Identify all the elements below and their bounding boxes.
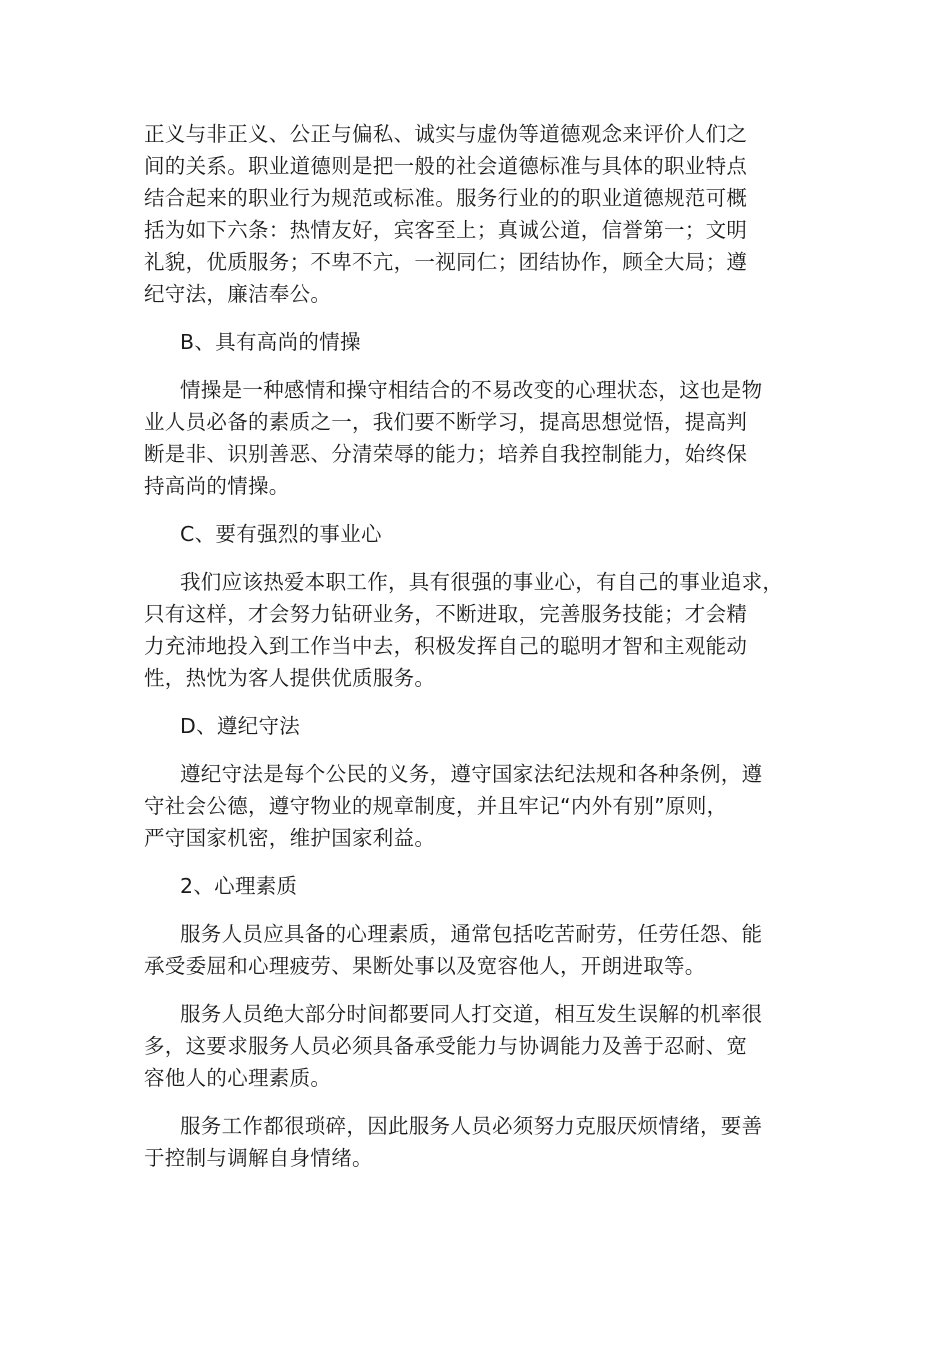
text-line: 多，这要求服务人员必须具备承受能力与协调能力及善于忍耐、宽 (144, 1034, 748, 1058)
body-paragraph (144, 118, 784, 310)
text-line: 服务人员绝大部分时间都要同人打交道，相互发生误解的机率很 (180, 1002, 763, 1026)
text-line: 正义与非正义、公正与偏私、诚实与虚伪等道德观念来评价人们之 (144, 122, 748, 146)
text-line: 情操是一种感情和操守相结合的不易改变的心理状态，这也是物 (180, 378, 763, 402)
section-heading (144, 326, 784, 358)
text-line: 性，热忱为客人提供优质服务。 (144, 666, 436, 690)
body-paragraph (144, 758, 784, 854)
text-line: 我们应该热爱本职工作，具有很强的事业心，有自己的事业追求， (180, 570, 784, 594)
document-page (144, 118, 784, 1190)
heading-text: D、遵纪守法 (180, 714, 301, 738)
text-line: 服务工作都很琐碎，因此服务人员必须努力克服厌烦情绪，要善 (180, 1114, 763, 1138)
text-line: 礼貌，优质服务；不卑不亢，一视同仁；团结协作，顾全大局；遵 (144, 250, 748, 274)
heading-text: 2、心理素质 (180, 874, 298, 898)
text-line: 间的关系。职业道德则是把一般的社会道德标准与具体的职业特点 (144, 154, 748, 178)
text-line: 括为如下六条：热情友好，宾客至上；真诚公道，信誉第一；文明 (144, 218, 748, 242)
text-line: 力充沛地投入到工作当中去，积极发挥自己的聪明才智和主观能动 (144, 634, 748, 658)
body-paragraph (144, 998, 784, 1094)
text-line: 业人员必备的素质之一，我们要不断学习，提高思想觉悟，提高判 (144, 410, 748, 434)
text-line: 容他人的心理素质。 (144, 1066, 332, 1090)
text-line: 结合起来的职业行为规范或标准。服务行业的的职业道德规范可概 (144, 186, 748, 210)
heading-text: C、要有强烈的事业心 (180, 522, 382, 546)
text-line: 断是非、识别善恶、分清荣辱的能力；培养自我控制能力，始终保 (144, 442, 748, 466)
text-line: 遵纪守法是每个公民的义务，遵守国家法纪法规和各种条例，遵 (180, 762, 763, 786)
text-line: 严守国家机密，维护国家利益。 (144, 826, 436, 850)
body-paragraph (144, 1110, 784, 1174)
text-line: 纪守法，廉洁奉公。 (144, 282, 332, 306)
section-heading (144, 710, 784, 742)
section-heading (144, 870, 784, 902)
text-line: 承受委屈和心理疲劳、果断处事以及宽容他人，开朗进取等。 (144, 954, 706, 978)
text-line: 只有这样，才会努力钻研业务，不断进取，完善服务技能；才会精 (144, 602, 748, 626)
body-paragraph (144, 918, 784, 982)
body-paragraph (144, 566, 784, 694)
heading-text: B、具有高尚的情操 (180, 330, 361, 354)
text-line: 于控制与调解自身情绪。 (144, 1146, 373, 1170)
text-line: 守社会公德，遵守物业的规章制度，并且牢记“内外有别”原则， (144, 794, 728, 818)
text-line: 服务人员应具备的心理素质，通常包括吃苦耐劳，任劳任怨、能 (180, 922, 763, 946)
section-heading (144, 518, 784, 550)
text-line: 持高尚的情操。 (144, 474, 290, 498)
body-paragraph (144, 374, 784, 502)
